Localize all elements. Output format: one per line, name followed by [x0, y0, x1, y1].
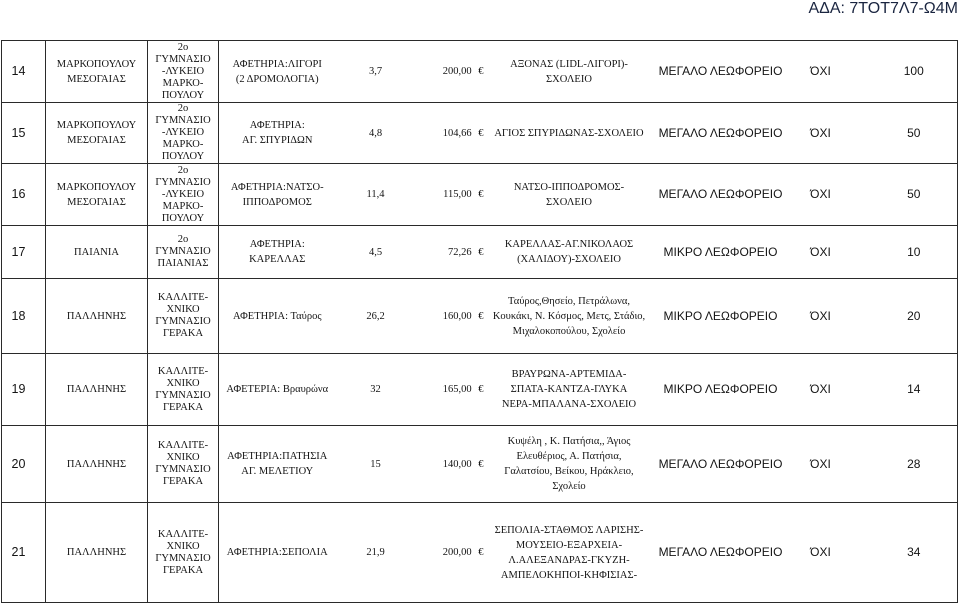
flag-cell: ΌΧΙ [791, 103, 851, 164]
row-number: 17 [2, 226, 46, 279]
cost-cell: 72,26 € [416, 226, 488, 279]
flag-cell: ΌΧΙ [791, 279, 851, 354]
table-row [2, 226, 958, 279]
count-cell: 100 [851, 41, 958, 103]
distance-cell: 3,7 [336, 41, 416, 103]
start-point-cell: ΑΦΕΤΗΡΙΑ: Ταύρος [219, 279, 336, 354]
vehicle-type-cell: ΜΙΚΡΟ ΛΕΩΦΟΡΕΙΟ [651, 279, 791, 354]
row-number: 21 [2, 503, 46, 603]
flag-cell: ΌΧΙ [791, 503, 851, 603]
row-number: 16 [2, 164, 46, 226]
municipality-cell: ΜΑΡΚΟΠΟΥΛΟΥ ΜΕΣΟΓΑΙΑΣ [46, 164, 148, 226]
vehicle-type-cell: ΜΙΚΡΟ ΛΕΩΦΟΡΕΙΟ [651, 354, 791, 426]
flag-cell: ΌΧΙ [791, 164, 851, 226]
flag-cell: ΌΧΙ [791, 226, 851, 279]
count-cell: 14 [851, 354, 958, 426]
start-point-cell: ΑΦΕΤΗΡΙΑ:ΛΙΓΟΡΙ (2 ΔΡΟΜΟΛΟΓΙΑ) [219, 41, 336, 103]
table-row [2, 164, 958, 226]
distance-cell: 21,9 [336, 503, 416, 603]
vehicle-type-cell: ΜΙΚΡΟ ΛΕΩΦΟΡΕΙΟ [651, 226, 791, 279]
row-number: 18 [2, 279, 46, 354]
cost-cell: 104,66 € [416, 103, 488, 164]
municipality-cell: ΜΑΡΚΟΠΟΥΛΟΥ ΜΕΣΟΓΑΙΑΣ [46, 103, 148, 164]
vehicle-type-cell: ΜΕΓΑΛΟ ΛΕΩΦΟΡΕΙΟ [651, 426, 791, 503]
start-point-cell: ΑΦΕΤΗΡΙΑ:ΣΕΠΟΛΙΑ [219, 503, 336, 603]
school-cell: ΚΑΛΛΙΤΕ- ΧΝΙΚΟ ΓΥΜΝΑΣΙΟ ΓΕΡΑΚΑ [148, 354, 219, 426]
table-row [2, 279, 958, 354]
municipality-cell: ΠΑΛΛΗΝΗΣ [46, 279, 148, 354]
cost-cell: 200,00 € [416, 41, 488, 103]
table-row [2, 41, 958, 103]
cost-cell: 200,00 € [416, 503, 488, 603]
vehicle-type-cell: ΜΕΓΑΛΟ ΛΕΩΦΟΡΕΙΟ [651, 164, 791, 226]
count-cell: 20 [851, 279, 958, 354]
flag-cell: ΌΧΙ [791, 354, 851, 426]
distance-cell: 32 [336, 354, 416, 426]
route-cell: ΚΑΡΕΛΛΑΣ-ΑΓ.ΝΙΚΟΛΑΟΣ (ΧΑΛΙΔΟΥ)-ΣΧΟΛΕΙΟ [488, 226, 651, 279]
table-row [2, 426, 958, 503]
start-point-cell: ΑΦΕΤΕΡΙΑ: Βραυρώνα [219, 354, 336, 426]
school-cell: ΚΑΛΛΙΤΕ- ΧΝΙΚΟ ΓΥΜΝΑΣΙΟ ΓΕΡΑΚΑ [148, 279, 219, 354]
count-cell: 50 [851, 164, 958, 226]
row-number: 20 [2, 426, 46, 503]
count-cell: 10 [851, 226, 958, 279]
route-cell: ΒΡΑΥΡΩΝΑ-ΑΡΤΕΜΙΔΑ- ΣΠΑΤΑ-ΚΑΝΤΖΑ-ΓΛΥΚΑ ΝΕΡΑ-ΜΠΑΛΑΝΑ-ΣΧΟΛΕΙΟ [488, 354, 651, 426]
school-cell: 2ο ΓΥΜΝΑΣΙΟ -ΛΥΚΕΙΟ ΜΑΡΚΟ- ΠΟΥΛΟΥ [148, 164, 219, 226]
count-cell: 50 [851, 103, 958, 164]
cost-cell: 140,00 € [416, 426, 488, 503]
municipality-cell: ΠΑΛΛΗΝΗΣ [46, 426, 148, 503]
school-cell: 2ο ΓΥΜΝΑΣΙΟ -ΛΥΚΕΙΟ ΜΑΡΚΟ- ΠΟΥΛΟΥ [148, 103, 219, 164]
distance-cell: 15 [336, 426, 416, 503]
flag-cell: ΌΧΙ [791, 426, 851, 503]
route-cell: Ταύρος,Θησείο, Πετράλωνα, Κουκάκι, Ν. Κόσμος, Μετς, Στάδιο, Μιχαλοκοπούλου, Σχολείο [488, 279, 651, 354]
school-cell: ΚΑΛΛΙΤΕ- ΧΝΙΚΟ ΓΥΜΝΑΣΙΟ ΓΕΡΑΚΑ [148, 503, 219, 603]
ada-code: ΑΔΑ: 7ΤΟΤ7Λ7-Ω4Μ [808, 0, 958, 17]
route-cell: ΣΕΠΟΛΙΑ-ΣΤΑΘΜΟΣ ΛΑΡΙΣΗΣ- ΜΟΥΣΕΙΟ-ΕΞΑΡΧΕΙΑ- Λ.ΑΛΕΞΑΝΔΡΑΣ-ΓΚΥΖΗ- ΑΜΠΕΛΟΚΗΠΟΙ-ΚΗΦΙΣΙΑΣ- [488, 503, 651, 603]
route-cell: ΑΞΟΝΑΣ (LIDL-ΛΙΓΟΡΙ)- ΣΧΟΛΕΙΟ [488, 41, 651, 103]
start-point-cell: ΑΦΕΤΗΡΙΑ:ΠΑΤΗΣΙΑ ΑΓ. ΜΕΛΕΤΙΟΥ [219, 426, 336, 503]
distance-cell: 26,2 [336, 279, 416, 354]
municipality-cell: ΠΑΙΑΝΙΑ [46, 226, 148, 279]
distance-cell: 4,5 [336, 226, 416, 279]
start-point-cell: ΑΦΕΤΗΡΙΑ: ΑΓ. ΣΠΥΡΙΔΩΝ [219, 103, 336, 164]
vehicle-type-cell: ΜΕΓΑΛΟ ΛΕΩΦΟΡΕΙΟ [651, 503, 791, 603]
start-point-cell: ΑΦΕΤΗΡΙΑ:ΝΑΤΣΟ- ΙΠΠΟΔΡΟΜΟΣ [219, 164, 336, 226]
flag-cell: ΌΧΙ [791, 41, 851, 103]
municipality-cell: ΠΑΛΛΗΝΗΣ [46, 503, 148, 603]
row-number: 19 [2, 354, 46, 426]
municipality-cell: ΜΑΡΚΟΠΟΥΛΟΥ ΜΕΣΟΓΑΙΑΣ [46, 41, 148, 103]
row-number: 14 [2, 41, 46, 103]
cost-cell: 165,00 € [416, 354, 488, 426]
vehicle-type-cell: ΜΕΓΑΛΟ ΛΕΩΦΟΡΕΙΟ [651, 103, 791, 164]
distance-cell: 4,8 [336, 103, 416, 164]
start-point-cell: ΑΦΕΤΗΡΙΑ: ΚΑΡΕΛΛΑΣ [219, 226, 336, 279]
school-cell: 2ο ΓΥΜΝΑΣΙΟ -ΛΥΚΕΙΟ ΜΑΡΚΟ- ΠΟΥΛΟΥ [148, 41, 219, 103]
route-cell: ΑΓΙΟΣ ΣΠΥΡΙΔΩΝΑΣ-ΣΧΟΛΕΙΟ [488, 103, 651, 164]
school-cell: ΚΑΛΛΙΤΕ- ΧΝΙΚΟ ΓΥΜΝΑΣΙΟ ΓΕΡΑΚΑ [148, 426, 219, 503]
table-row [2, 354, 958, 426]
routes-table [1, 40, 958, 603]
cost-cell: 115,00 € [416, 164, 488, 226]
count-cell: 28 [851, 426, 958, 503]
route-cell: Κυψέλη , Κ. Πατήσια,, Άγιος Ελευθέριος, Α. Πατήσια, Γαλατσίου, Βείκου, Ηράκλειο, Σχολείο [488, 426, 651, 503]
route-cell: ΝΑΤΣΟ-ΙΠΠΟΔΡΟΜΟΣ- ΣΧΟΛΕΙΟ [488, 164, 651, 226]
municipality-cell: ΠΑΛΛΗΝΗΣ [46, 354, 148, 426]
cost-cell: 160,00 € [416, 279, 488, 354]
count-cell: 34 [851, 503, 958, 603]
row-number: 15 [2, 103, 46, 164]
table-row [2, 103, 958, 164]
school-cell: 2ο ΓΥΜΝΑΣΙΟ ΠΑΙΑΝΙΑΣ [148, 226, 219, 279]
table-row [2, 503, 958, 603]
vehicle-type-cell: ΜΕΓΑΛΟ ΛΕΩΦΟΡΕΙΟ [651, 41, 791, 103]
distance-cell: 11,4 [336, 164, 416, 226]
